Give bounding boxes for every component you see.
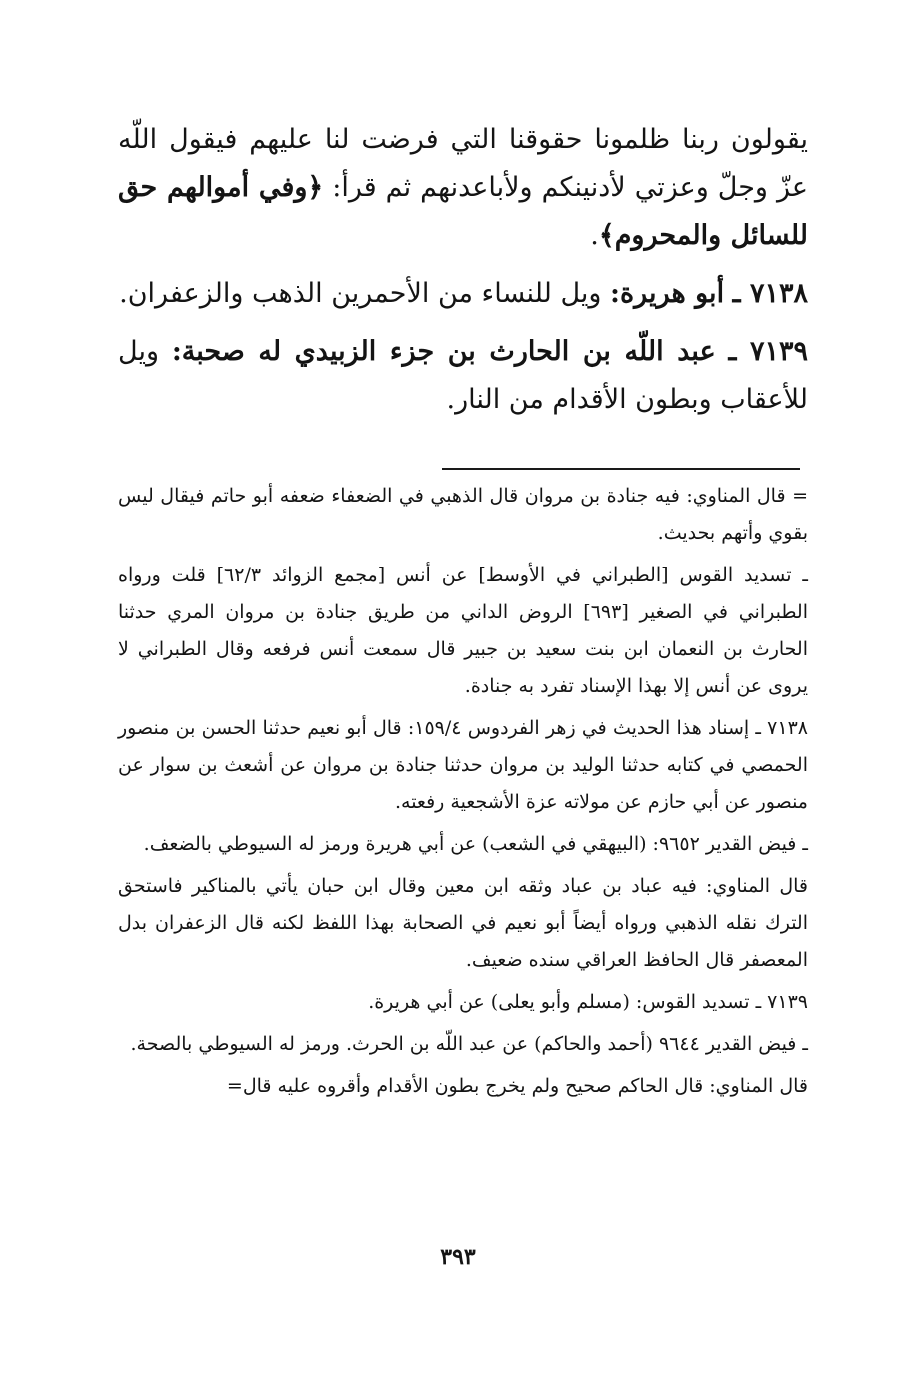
- hadith-narrator: أبو هريرة:: [610, 278, 725, 309]
- footnote-paragraph: ـ فيض القدير ٩٦٥٢: (البيهقي في الشعب) عن أبي هريرة ورمز له السيوطي بالضعف.: [143, 833, 808, 855]
- hadith-7138: [118, 270, 808, 318]
- hadith-7139: [118, 328, 808, 424]
- hadith-text: ويل للنساء من الأحمرين الذهب والزعفران.: [119, 278, 602, 309]
- hadith-number: ٧١٣٨ ـ: [732, 278, 808, 309]
- hadith-number: ٧١٣٩ ـ: [728, 336, 809, 367]
- paragraph-text: يقولون ربنا ظلمونا حقوقنا التي فرضت لنا عليهم فيقول اللّه عزّ وجلّ وعزتي لأدنينكم ولأباعدنهم ثم قرأ:: [118, 124, 808, 203]
- quran-quote: ﴿وفي أموالهم حق للسائل والمحروم﴾: [118, 172, 808, 251]
- paragraph-end: .: [590, 220, 599, 251]
- footnote-paragraph: ـ تسديد القوس [الطبراني في الأوسط] عن أنس [مجمع الزوائد ٦٢/٣] قلت ورواه الطبراني في الصغير [٦٩٣] الروض الداني من طريق جنادة بن مروان المري حدثنا الحارث بن النعمان ابن بنت سعيد بن جبير قال سمعت أنس فرفعه وقال الطبراني لا يروى عن أنس إلا بهذا الإسناد تفرد به جنادة.: [118, 564, 808, 697]
- footnote-paragraph: قال المناوي: فيه عباد بن عباد وثقه ابن معين وقال ابن حبان يأتي بالمناكير فاستحق الترك نقله الذهبي ورواه أيضاً أبو نعيم في الصحابة بهذا اللفظ لكنه قال الزعفران بدل المعصفر قال الحافظ العراقي سنده ضعيف.: [118, 875, 808, 971]
- page-number: ٣٩٣: [440, 1244, 476, 1270]
- paragraph-continuation: [118, 116, 808, 260]
- hadith-narrator: عبد اللّه بن الحارث بن جزء الزبيدي له صحبة:: [171, 336, 716, 367]
- footnote-paragraph: = قال المناوي: فيه جنادة بن مروان قال الذهبي في الضعفاء ضعفه أبو حاتم فيقال ليس بقوي وأتهم بحديث.: [118, 485, 808, 544]
- hadith-text: ويل للأعقاب وبطون الأقدام من النار.: [118, 336, 808, 415]
- footnote-paragraph: قال المناوي: قال الحاكم صحيح ولم يخرج بطون الأقدام وأقروه عليه قال=: [226, 1075, 808, 1097]
- footnote-paragraph: ـ فيض القدير ٩٦٤٤ (أحمد والحاكم) عن عبد اللّه بن الحرث. ورمز له السيوطي بالصحة.: [130, 1033, 808, 1055]
- footnote-paragraph: ٧١٣٨ ـ إسناد هذا الحديث في زهر الفردوس ١٥٩/٤: قال أبو نعيم حدثنا الحسن بن منصور الحمصي في كتابه حدثنا الوليد بن مروان حدثنا جنادة بن مروان عن أشعث بن سوار عن منصور عن أبي حازم عن مولاته عزة الأشجعية رفعته.: [118, 717, 808, 813]
- footnote-paragraph: ٧١٣٩ ـ تسديد القوس: (مسلم وأبو يعلى) عن أبي هريرة.: [368, 991, 808, 1013]
- footnotes: [118, 478, 808, 1110]
- footnote-divider: [442, 468, 800, 470]
- main-text: [118, 116, 808, 434]
